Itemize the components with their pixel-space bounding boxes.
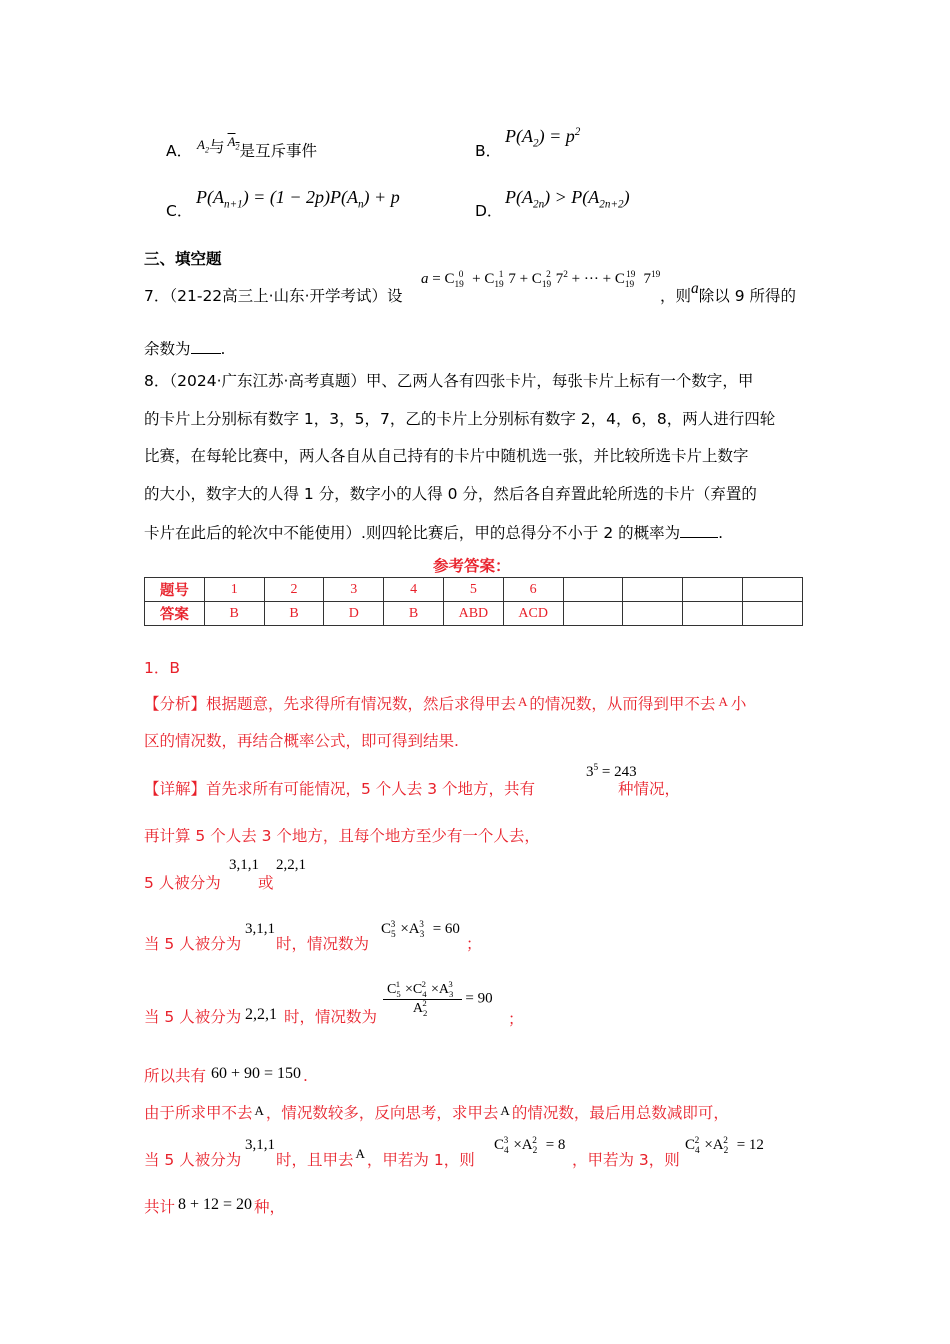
detail-line-g (144, 1150, 241, 1170)
detail-d3: ； (508, 1010, 524, 1028)
table-cell: B (264, 602, 324, 626)
detail-line-b (144, 873, 221, 893)
detail-d2: 时，情况数为 (284, 1008, 378, 1026)
option-d-math: $P(A_{2n}) > P(A_{2n+2})$ (505, 187, 630, 211)
analysis-line1 (144, 694, 746, 715)
question-7-end: . (220, 340, 226, 358)
math-221: 2,2,1 (276, 857, 306, 873)
detail-h2: 种， (254, 1198, 286, 1216)
table-cell (623, 602, 683, 626)
question-8-text-5: 卡片在此后的轮次中不能使用）.则四轮比赛后，甲的总得分不小于 2 的概率为 (144, 524, 681, 542)
analysis-line2: 区的情况数，再结合概率公式，即可得到结果. (144, 732, 459, 750)
detail-f3: 的情况数，最后用总数减即可， (511, 1104, 729, 1122)
math-d-expr: $\frac{C_5^1 \times C_4^2 \times A_3^3}{A_2^2}$ = 90 (383, 982, 493, 1017)
table-cell (563, 602, 623, 626)
table-row (145, 602, 803, 626)
question-7-source: （21-22高三上·山东·开学考试）设 (169, 287, 403, 305)
table-cell: B (204, 602, 264, 626)
table-cell: ACD (503, 602, 563, 626)
table-header-cell: 答案 (145, 602, 205, 626)
option-a-math-bar: A2 (227, 134, 240, 152)
table-cell: ABD (443, 602, 503, 626)
detail-g4: ，甲若为 3，则 (572, 1151, 680, 1169)
detail-g1: 当 5 人被分为 (144, 1151, 242, 1169)
question-7-tail2: 除以 9 所得的 (698, 287, 796, 305)
detail-c3: ； (466, 935, 482, 953)
question-7-tail (660, 280, 796, 307)
question-8-text-1: （2024·广东江苏·高考真题）甲、乙两人各有四张卡片，每张卡片上标有一个数字，甲 (169, 372, 754, 390)
question-8-line3: 比赛，在每轮比赛中，两人各自从自己持有的卡片中随机选一张，并比较所选卡片上数字 (144, 447, 749, 465)
detail-c2: 时，情况数为 (276, 935, 370, 953)
detail-e1: 所以共有 (144, 1067, 207, 1085)
detail-f2: ，情况数较多，反向思考，求甲去 (265, 1104, 499, 1122)
table-cell: 1 (204, 578, 264, 602)
option-b-label: B． (475, 142, 502, 160)
question-8-line4: 的大小，数字大的人得 1 分，数字小的人得 0 分，然后各自弃置此轮所选的卡片（弃置的 (144, 485, 757, 503)
option-d-label: D． (475, 202, 503, 220)
detail-line-d (144, 1007, 241, 1027)
math-g-expr2: $C_4^2 \times A_2^2 = 12$ (685, 1136, 764, 1156)
math-221: 2,2,1 (245, 1006, 277, 1023)
table-cell (742, 578, 802, 602)
table-cell: D (324, 602, 384, 626)
analysis-text-2: 的情况数，从而得到甲不去 (529, 695, 716, 713)
detail-g2-text: 时，且甲去 (276, 1151, 354, 1169)
math-20: 8 + 12 = 20 (178, 1196, 253, 1213)
math-311: 3,1,1 (229, 857, 259, 873)
table-cell: 6 (503, 578, 563, 602)
question-7-line1 (144, 286, 403, 306)
option-c-label: C． (166, 202, 193, 220)
option-c-math: $P(A_{n+1}) = (1 - 2p)P(A_n) + p$ (196, 187, 400, 211)
table-cell: B (384, 602, 444, 626)
table-cell (683, 578, 743, 602)
detail-g3: ，甲若为 1，则 (366, 1151, 475, 1169)
math-60: 60 (444, 921, 460, 937)
math-a: A (518, 694, 528, 709)
question-8-line5 (144, 521, 723, 543)
detail-h1: 共计 (144, 1198, 176, 1216)
option-a (166, 134, 318, 162)
question-7-line2-text: 余数为 (144, 340, 191, 358)
detail-tag: 【详解】 (144, 780, 207, 798)
table-cell (563, 578, 623, 602)
math-12: 12 (748, 1137, 764, 1153)
question-7-number: 7． (144, 287, 170, 305)
detail-text-1b: 种情况， (618, 780, 681, 798)
detail-c1: 当 5 人被分为 (144, 935, 242, 953)
math-243: 243 (614, 764, 637, 780)
detail-line-f (144, 1103, 729, 1124)
detail-line-h (144, 1197, 175, 1217)
detail-b2: 或 (258, 874, 274, 892)
table-cell: 5 (443, 578, 503, 602)
math-a: A (500, 1103, 510, 1118)
table-cell (683, 602, 743, 626)
section-title: 三、填空题 (144, 250, 222, 268)
answer-blank[interactable] (680, 521, 718, 538)
answer-blank[interactable] (191, 337, 221, 354)
table-row (145, 578, 803, 602)
option-a-label: A． (166, 142, 193, 160)
answer-table (144, 577, 803, 626)
table-cell (742, 602, 802, 626)
detail-g2 (276, 1146, 475, 1171)
detail-d1: 当 5 人被分为 (144, 1008, 242, 1026)
option-a-math: A2 (197, 137, 210, 155)
math-311: 3,1,1 (245, 1137, 275, 1153)
question-8-line1 (144, 371, 753, 391)
question-8-number: 8． (144, 372, 170, 390)
option-b-math: $P(A_2) = p^2$ (505, 126, 581, 150)
table-header-cell: 题号 (145, 578, 205, 602)
math-a: A (718, 694, 728, 709)
detail-f1: 由于所求甲不去 (144, 1104, 253, 1122)
math-90: 90 (477, 990, 493, 1007)
math-a: A (355, 1146, 365, 1161)
math-150: 60 + 90 = 150 (211, 1065, 302, 1082)
detail-line1 (144, 779, 535, 799)
math-power: $3^5 = 243$ (586, 763, 637, 780)
table-cell: 3 (324, 578, 384, 602)
fraction: $\frac{C_5^1 \times C_4^2 \times A_3^3}{A_2^2}$ (383, 982, 462, 1017)
analysis-text-3: 小 (730, 695, 747, 713)
table-cell (623, 578, 683, 602)
analysis-tag: 【分析】 (144, 695, 207, 713)
question-8-end: . (718, 524, 724, 542)
detail-e2: . (303, 1067, 308, 1085)
analysis-text-1: 根据题意，先求得所有情况数，然后求得甲去 (206, 695, 517, 713)
question-8-line2: 的卡片上分别标有数字 1，3，5，7，乙的卡片上分别标有数字 2，4，6，8，两人进行四轮 (144, 410, 776, 428)
answers-title: 参考答案： (433, 557, 511, 575)
option-a-text: 是互斥事件 (239, 142, 318, 160)
option-c (166, 201, 192, 221)
math-311: 3,1,1 (245, 921, 275, 937)
detail-text-1: 首先求所有可能情况，5 个人去 3 个地方，共有 (206, 780, 536, 798)
math-8: 8 (557, 1137, 566, 1153)
table-cell: 4 (384, 578, 444, 602)
detail-line-a: 再计算 5 个人去 3 个地方，且每个地方至少有一个人去， (144, 827, 540, 845)
math-a: A (254, 1103, 264, 1118)
math-c-expr: $C_5^3 \times A_3^3 = 60$ (381, 920, 460, 940)
option-b (475, 141, 501, 161)
table-cell: 2 (264, 578, 324, 602)
option-d (475, 201, 502, 221)
math-g-expr1: $C_4^3 \times A_2^2 = 8$ (494, 1136, 566, 1156)
question-7-tail-text: ，则 (660, 287, 692, 305)
question-7-a: a (691, 280, 699, 297)
detail-line-e (144, 1066, 206, 1086)
detail-b1: 5 人被分为 (144, 874, 221, 892)
solution-heading: 1．B (144, 659, 180, 677)
detail-line-c (144, 934, 241, 954)
question-7-line2 (144, 337, 225, 359)
option-a-yu: 与 (209, 138, 225, 156)
question-7-formula: $a = C_{19}^0 + C_{19}^1$ $7 + C_{19}^2$ $7^2$ + ··· + $C_{19}^{19}$ $7^{19}$ (421, 270, 661, 290)
